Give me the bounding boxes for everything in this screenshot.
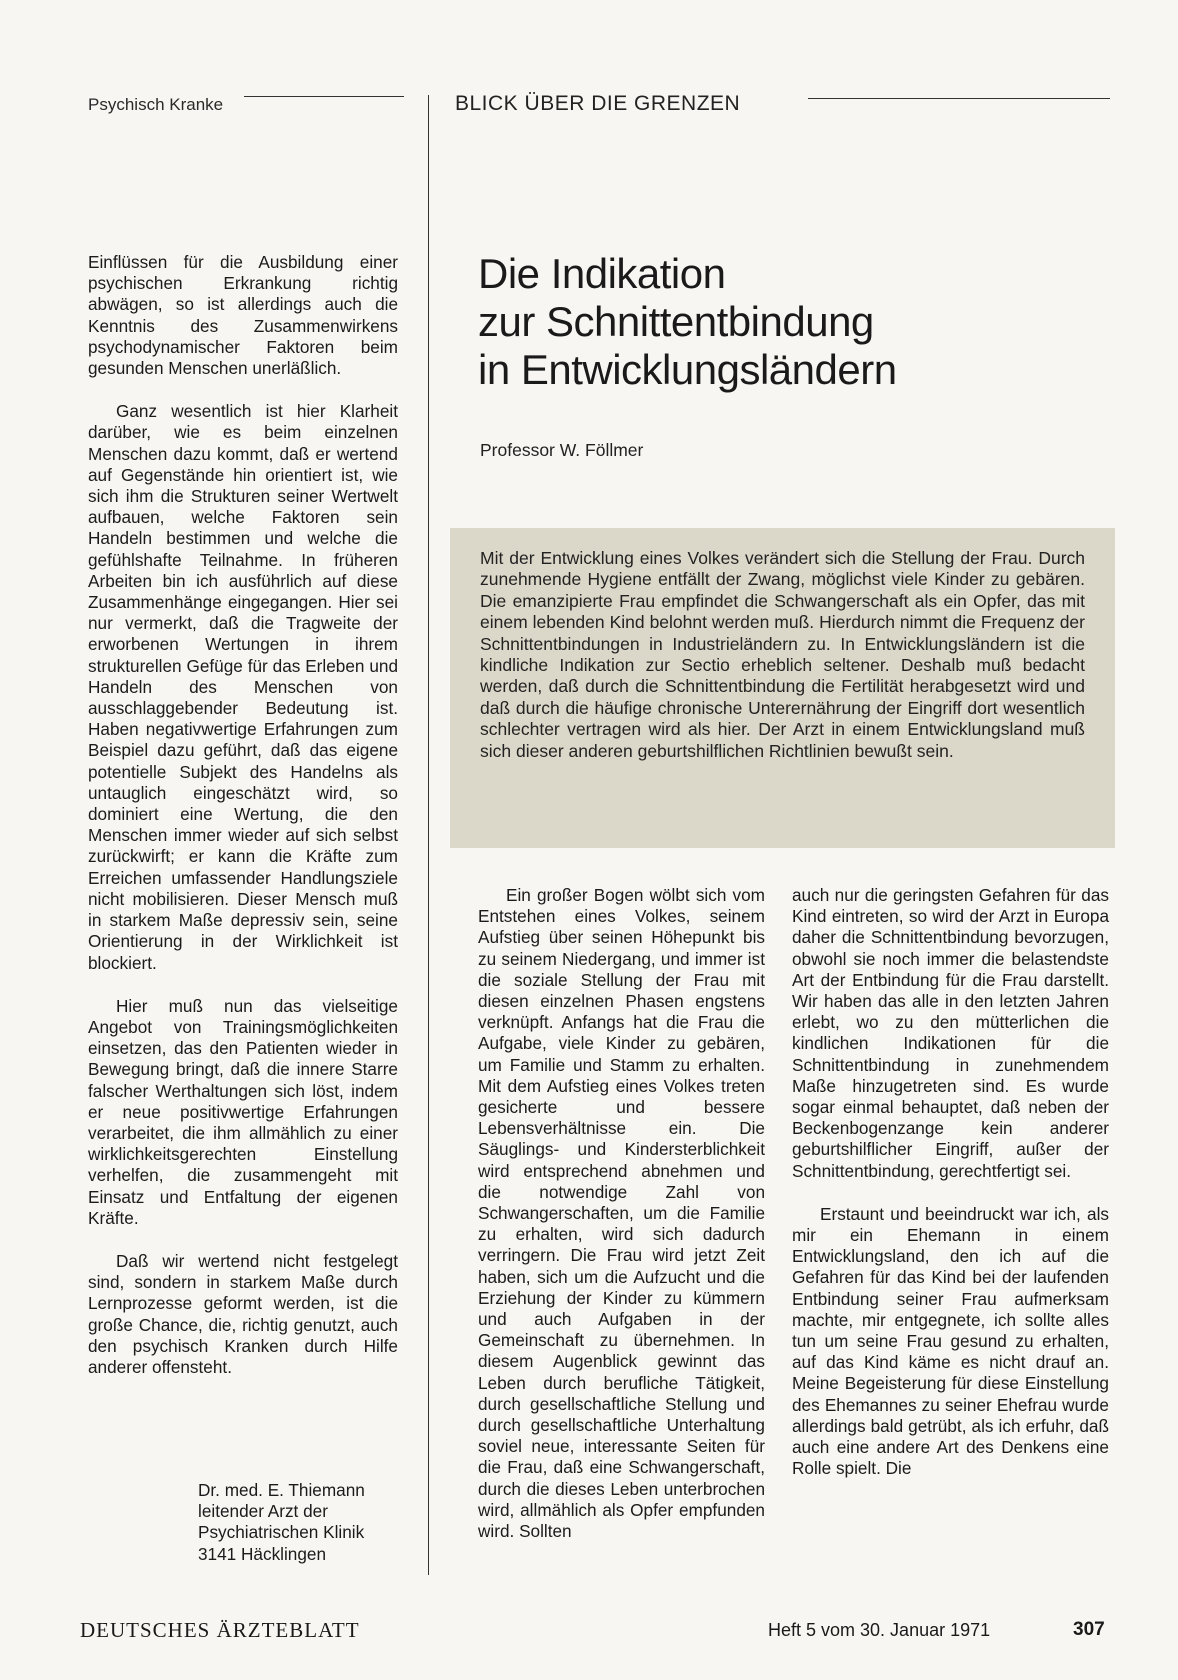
magazine-name: DEUTSCHES ÄRZTEBLATT (80, 1618, 360, 1642)
abstract-text (480, 548, 1085, 762)
paragraph: Einflüssen für die Ausbildung einer psychischen Erkrankung richtig abwägen, so ist allerdings auch die Kenntnis des Zusammenwirkens psychodynamischer Faktoren beim gesunden Menschen unerläßlich. (88, 252, 398, 379)
signature-role: leitender Arzt der (198, 1501, 328, 1522)
paragraph: Hier muß nun das vielseitige Angebot von Trainingsmöglichkeiten einsetzen, das den Patienten wieder in Bewegung bringt, daß die innere Starre falscher Werthaltungen sich löst, indem er neue positivwertige Erfahrungen verarbeitet, die ihm allmählich zu einer wirklichkeitsgerechten Einstellung verhelfen, die zusammengeht mit Einsatz und Entfaltung der eigenen Kräfte. (88, 995, 398, 1228)
paragraph: Ein großer Bogen wölbt sich vom Entstehen eines Volkes, seinem Aufstieg über seinen Höhepunkt bis zu seinem Niedergang, und immer ist die soziale Stellung der Frau mit diesen einzelnen Phasen engstens verknüpft. Anfangs hat die Frau die Aufgabe, viele Kinder zu gebären, um Familie und Stamm zu erhalten. Mit dem Aufstieg eines Volkes treten gesicherte und bessere Lebensverhältnisse ein. Die Säuglings- und Kindersterblichkeit wird entsprechend abnehmen und die notwendige Zahl von Schwangerschaften, um die Familie zu erhalten, wird sich dadurch verringern. Die Frau wird jetzt Zeit haben, sich um die Aufzucht und die Erziehung der Kinder zu kümmern und auch Aufgaben in der Gemeinschaft zu übernehmen. In diesem Augenblick gewinnt das Leben durch berufliche Tätigkeit, durch gesellschaftliche Stellung und durch gesellschaftliche Unterhaltung soviel neue, interessante Seiten für die Frau, daß eine Schwangerschaft, durch die dieses Leben unterbrochen wird, allmählich als Opfer empfunden wird. Sollten (478, 885, 765, 1542)
page-number: 307 (1073, 1619, 1105, 1640)
signature-name: Dr. med. E. Thiemann (198, 1480, 365, 1500)
issue-info: Heft 5 vom 30. Januar 1971 (768, 1620, 991, 1640)
signature-institution: Psychiatrischen Klinik (198, 1522, 365, 1543)
title-line: zur Schnittentbindung (478, 298, 874, 345)
title-line: Die Indikation (478, 250, 726, 297)
article-column-right (792, 885, 1109, 1501)
column-divider (428, 95, 429, 1575)
abstract-paragraph: Mit der Entwicklung eines Volkes verändert sich die Stellung der Frau. Durch zunehmende Hygiene entfällt der Zwang, möglichst viele Kinder zu gebären. Die emanzipierte Frau empfindet die Schwangerschaft als ein Opfer, das mit einem lebenden Kind belohnt werden muß. Hierdurch nimmt die Frequenz der Schnittentbindungen in Industrieländern zu. In Entwicklungsländern ist die kindliche Indikation zur Sectio erheblich seltener. Deshalb muß bedacht werden, daß durch die Schnittentbindung die Fertilität herabgesetzt wird und daß durch die häufige chronische Unterernährung der Eingriff dort wesentlich schlechter vertragen wird als hier. Der Arzt in einem Entwicklungsland muß sich dieser anderen geburtshilflichen Richtlinien bewußt sein. (480, 548, 1085, 761)
paragraph: Ganz wesentlich ist hier Klarheit darüber, wie es beim einzelnen Menschen dazu kommt, daß er wertend auf Gegenstände hin orientiert ist, wie sich ihm die Strukturen seiner Wertwelt aufbauen, welche Faktoren sein Handeln bestimmen und welche die gefühlshafte Teilnahme. In früheren Arbeiten bin ich ausführlich auf diese Zusammenhänge eingegangen. Hier sei nur vermerkt, daß die Tragweite der erworbenen Wertungen in ihrem strukturellen Gefüge für das Erleben und Handeln des Menschen von ausschlaggebender Bedeutung ist. Haben negativwertige Erfahrungen zum Beispiel dazu geführt, daß das eigene potentielle Subjekt des Handelns als untauglich eingeschätzt wird, so dominiert eine Wertung, die den Menschen immer wieder auf sich selbst zurückwirft; er kann die Kräfte zum Erreichen umfassender Handlungsziele nicht mobilisieren. Dieser Mensch muß in starkem Maße depressiv sein, seine Orientierung in der Wirklichkeit ist blockiert. (88, 401, 398, 973)
section-label-left: Psychisch Kranke (88, 95, 224, 114)
signature-address: 3141 Häcklingen (198, 1543, 327, 1564)
article-author: Professor W. Föllmer (480, 440, 644, 460)
article-title (478, 250, 897, 394)
paragraph: auch nur die geringsten Gefahren für das Kind eintreten, so wird der Arzt in Europa daher die Schnittentbindung bevorzugen, obwohl sie noch immer die belastendste Art der Entbindung für die Frau darstellt. Wir haben das alle in den letzten Jahren erlebt, wo zu den mütterlichen die kindlichen Indikationen für die Schnittentbindung in zunehmendem Maße hinzugetreten sind. Es wurde sogar einmal behauptet, daß neben der Beckenbogenzange kein anderer geburtshilflicher Eingriff, außer der Schnittentbindung, gerechtfertigt sei. (792, 885, 1109, 1181)
paragraph: Erstaunt und beeindruckt war ich, als mir ein Ehemann in einem Entwicklungsland, den ich auf die Gefahren für das Kind bei der laufenden Entbindung seiner Frau aufmerksam machte, mir entgegnete, ich sollte alles tun um seine Frau gesund zu erhalten, auf das Kind käme es nicht drauf an. Meine Begeisterung für diese Einstellung des Ehemannes zu seiner Ehefrau wurde allerdings bald getrübt, als ich erfuhr, daß auch eine andere Art des Denkens eine Rolle spielt. Die (792, 1203, 1109, 1479)
title-line: in Entwicklungsländern (478, 346, 897, 393)
header-rule-left (244, 96, 404, 97)
header-rule-right (808, 98, 1110, 99)
section-label-right: BLICK ÜBER DIE GRENZEN (455, 92, 741, 115)
paragraph: Daß wir wertend nicht festgelegt sind, sondern in starkem Maße durch Lernprozesse geformt werden, ist die große Chance, die, richtig genutzt, auch den psychisch Kranken durch Hilfe anderer offensteht. (88, 1250, 398, 1377)
article-column-middle (478, 885, 765, 1564)
left-column (88, 252, 398, 1400)
author-signature (198, 1480, 408, 1565)
